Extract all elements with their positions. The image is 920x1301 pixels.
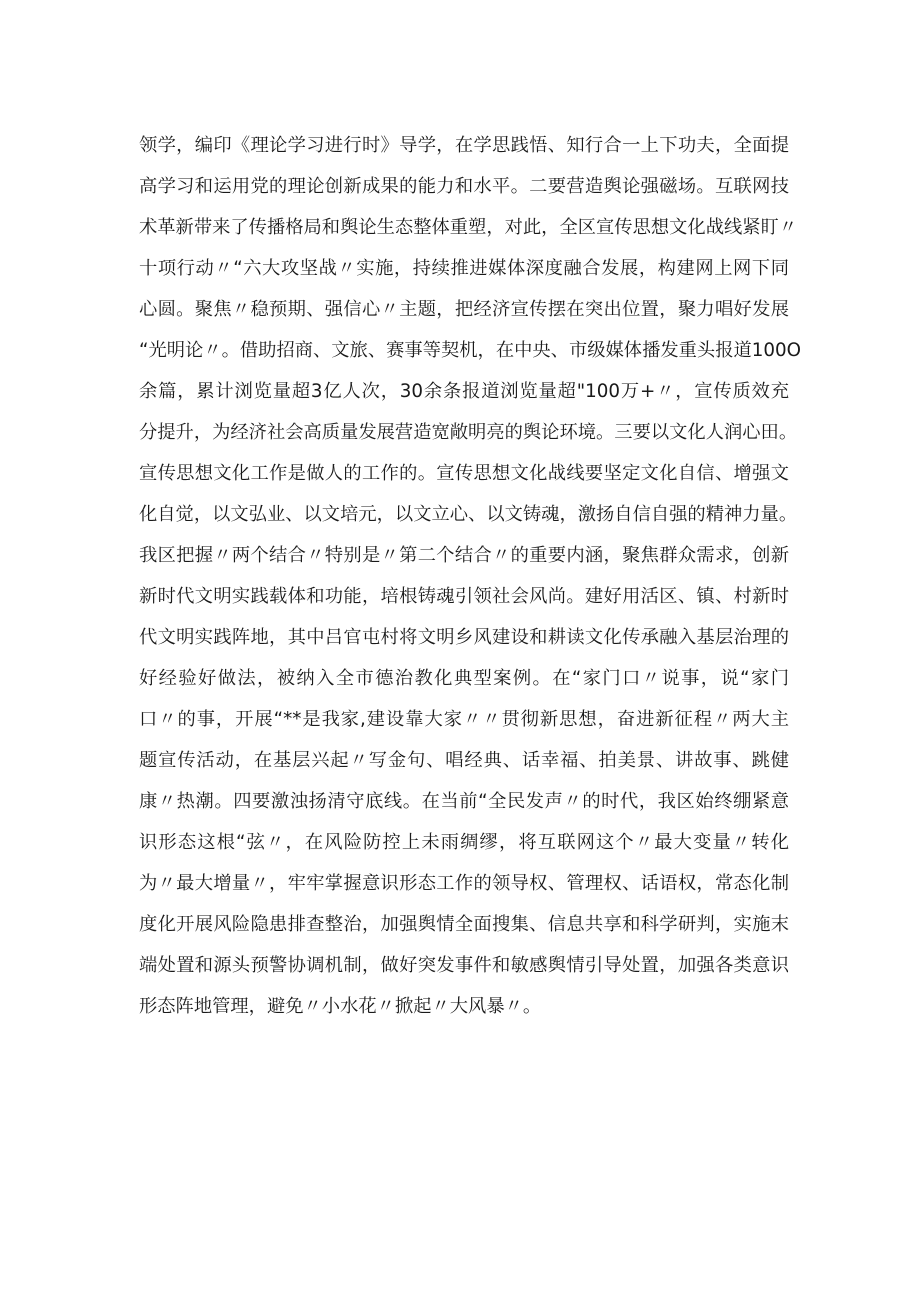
text-line: 形态阵地管理，避免〃小水花〃掀起〃大风暴〃。: [139, 996, 542, 1017]
body-paragraph: [139, 125, 802, 1027]
text-line: 新时代文明实践载体和功能，培根铸魂引领社会风尚。建好用活区、镇、村新时: [139, 586, 789, 607]
text-line: 度化开展风险隐患排查整治，加强舆情全面搜集、信息共享和科学研判，实施末: [139, 914, 789, 935]
text-line: 十项行动〃“六大攻坚战〃实施，持续推进媒体深度融合发展，构建网上网下同: [139, 258, 789, 279]
text-line: 端处置和源头预警协调机制，做好突发事件和敏感舆情引导处置，加强各类意识: [139, 955, 789, 976]
text-line: 化自觉，以文弘业、以文培元，以文立心、以文铸魂，激扬自信自强的精神力量。: [139, 504, 798, 525]
text-line: 高学习和运用党的理论创新成果的能力和水平。二要营造舆论强磁场。互联网技: [139, 176, 789, 197]
text-line: 为〃最大增量〃，牢牢掌握意识形态工作的领导权、管理权、话语权，常态化制: [139, 873, 789, 894]
text-line: 术革新带来了传播格局和舆论生态整体重塑，对此，全区宣传思想文化战线紧盯〃: [139, 217, 798, 238]
text-line: 分提升，为经济社会高质量发展营造宽敞明亮的舆论环境。三要以文化人润心田。: [139, 422, 798, 443]
text-line: 宣传思想文化工作是做人的工作的。宣传思想文化战线要坚定文化自信、增强文: [139, 463, 789, 484]
text-line: 口〃的事，开展“**是我家,建设靠大家〃〃贯彻新思想，奋进新征程〃两大主: [139, 709, 789, 730]
text-line: 余篇，累计浏览量超3亿人次，30余条报道浏览量超"100万+〃，宣传质效充: [139, 381, 789, 402]
text-line: 好经验好做法，被纳入全市德治教化典型案例。在“家门口〃说事，说“家门: [139, 668, 789, 689]
text-line: 我区把握〃两个结合〃特别是〃第二个结合〃的重要内涵，聚焦群众需求，创新: [139, 545, 789, 566]
text-line: 题宣传活动，在基层兴起〃写金句、唱经典、话幸福、拍美景、讲故事、跳健: [139, 750, 789, 771]
text-line: “光明论〃。借助招商、文旅、赛事等契机，在中央、市级媒体播发重头报道100O: [139, 340, 802, 361]
text-line: 心圆。聚焦〃稳预期、强信心〃主题，把经济宣传摆在突出位置，聚力唱好发展: [139, 299, 789, 320]
text-line: 领学，编印《理论学习进行时》导学，在学思践悟、知行合一上下功夫，全面提: [139, 135, 789, 156]
text-line: 识形态这根“弦〃，在风险防控上未雨绸缪，将互联网这个〃最大变量〃转化: [139, 832, 789, 853]
text-line: 康〃热潮。四要激浊扬清守底线。在当前“全民发声〃的时代，我区始终绷紧意: [139, 791, 789, 812]
text-line: 代文明实践阵地，其中吕官屯村将文明乡风建设和耕读文化传承融入基层治理的: [139, 627, 789, 648]
